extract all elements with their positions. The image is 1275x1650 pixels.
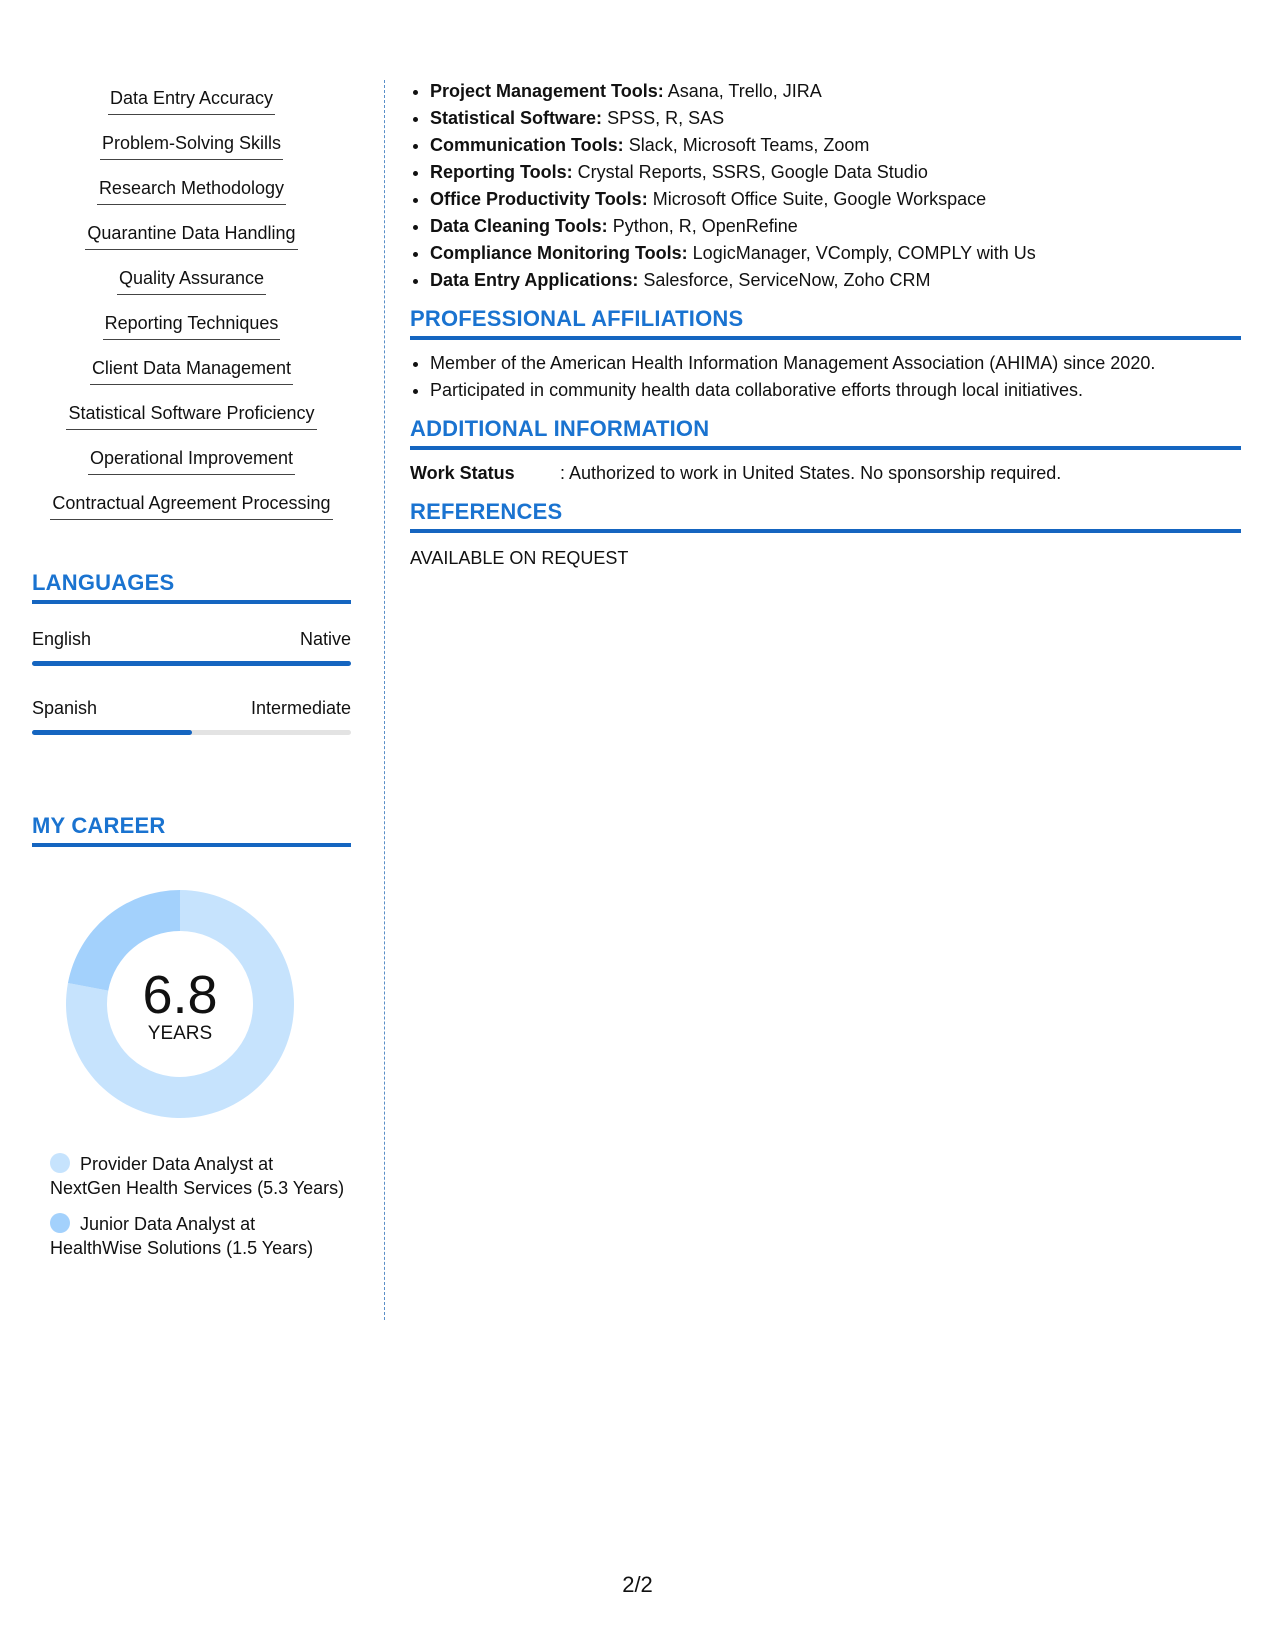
right-column [410,78,1241,572]
skill-item [32,485,351,530]
skill-item [32,215,351,260]
language-proficiency-fill [32,661,351,666]
tools-item-value: LogicManager, VComply, COMPLY with Us [692,243,1036,263]
tools-item-label: Office Productivity Tools: [430,189,648,209]
affiliation-item: • Participated in community health data collaborative efforts through local initiatives. [430,377,1241,404]
skill-item [32,350,351,395]
language-level: Native [299,629,351,649]
career-total-value: 6.8 [142,965,218,1025]
work-status-value: : Authorized to work in United States. No sponsorship required. [560,463,1062,483]
skill-item [32,80,351,125]
language-name: English [32,629,92,649]
skill-tag: Quarantine Data Handling [85,215,297,250]
work-status-row [410,460,1241,487]
languages-heading: LANGUAGES [32,570,351,604]
legend-dot-icon [50,1153,70,1173]
tools-item-label: Statistical Software: [430,108,603,128]
tools-item-value: Slack, Microsoft Teams, Zoom [628,135,870,155]
tools-item-label: Reporting Tools: [430,162,573,182]
tools-item [430,186,1241,213]
tools-item [430,105,1241,132]
language-item-spanish [32,696,351,735]
skill-item [32,170,351,215]
career-legend [50,1152,345,1272]
tools-item-label: Compliance Monitoring Tools: [430,243,688,263]
skill-tag: Research Methodology [97,170,286,205]
left-column [32,80,351,1258]
tools-item [430,132,1241,159]
tools-item-label: Data Cleaning Tools: [430,216,608,236]
career-donut-chart [66,890,294,1118]
additional-info-section [410,416,1241,487]
language-proficiency-bar [32,661,351,666]
column-divider [384,80,385,1320]
affiliation-item: • Member of the American Health Information Management Association (AHIMA) since 2020. [430,350,1241,377]
tools-item-value: Python, R, OpenRefine [612,216,798,236]
skill-item [32,395,351,440]
affiliations-list [410,350,1241,404]
skill-tag: Operational Improvement [88,440,295,475]
tools-item [430,78,1241,105]
affiliations-section [410,306,1241,404]
skill-tag: Statistical Software Proficiency [66,395,316,430]
skill-tag: Data Entry Accuracy [108,80,275,115]
language-level: Intermediate [250,698,351,718]
tools-item-label: Data Entry Applications: [430,270,639,290]
tools-item-label: Communication Tools: [430,135,624,155]
skill-tag: Client Data Management [90,350,293,385]
references-text: AVAILABLE ON REQUEST [410,548,629,568]
skill-tag: Contractual Agreement Processing [50,485,332,520]
tools-item-value: SPSS, R, SAS [607,108,725,128]
career-heading: MY CAREER [32,813,351,847]
skill-item [32,305,351,350]
career-total-unit: YEARS [147,1023,213,1044]
additional-info-heading: ADDITIONAL INFORMATION [410,416,1241,450]
legend-dot-icon [50,1213,70,1233]
career-donut-center [66,890,294,1118]
tools-item [430,213,1241,240]
career-legend-item [50,1212,345,1260]
career-legend-label: Provider Data Analyst at NextGen Health Services (5.3 Years) [50,1154,345,1198]
references-section [410,499,1241,572]
tools-item-value: Microsoft Office Suite, Google Workspace [652,189,987,209]
career-legend-item [50,1152,345,1200]
skill-item [32,260,351,305]
skill-tag: Quality Assurance [117,260,266,295]
tools-item [430,267,1241,294]
skill-tag: Problem-Solving Skills [100,125,283,160]
work-status-label: Work Status [410,463,515,483]
language-proficiency-fill [32,730,192,735]
language-proficiency-bar [32,730,351,735]
skill-item [32,440,351,485]
language-item-english [32,627,351,666]
tools-list [410,78,1241,294]
tools-item-label: Project Management Tools: [430,81,664,101]
tools-item [430,159,1241,186]
skill-item [32,125,351,170]
tools-item [430,240,1241,267]
tools-item-value: Asana, Trello, JIRA [667,81,822,101]
tools-item-value: Salesforce, ServiceNow, Zoho CRM [643,270,931,290]
tools-item-value: Crystal Reports, SSRS, Google Data Studio [577,162,928,182]
skill-tag: Reporting Techniques [103,305,281,340]
affiliations-heading: PROFESSIONAL AFFILIATIONS [410,306,1241,340]
career-legend-label: Junior Data Analyst at HealthWise Solutions (1.5 Years) [50,1214,314,1258]
skills-list [32,80,351,530]
page-number: 2/2 [622,1572,653,1597]
language-name: Spanish [32,698,98,718]
references-heading: REFERENCES [410,499,1241,533]
